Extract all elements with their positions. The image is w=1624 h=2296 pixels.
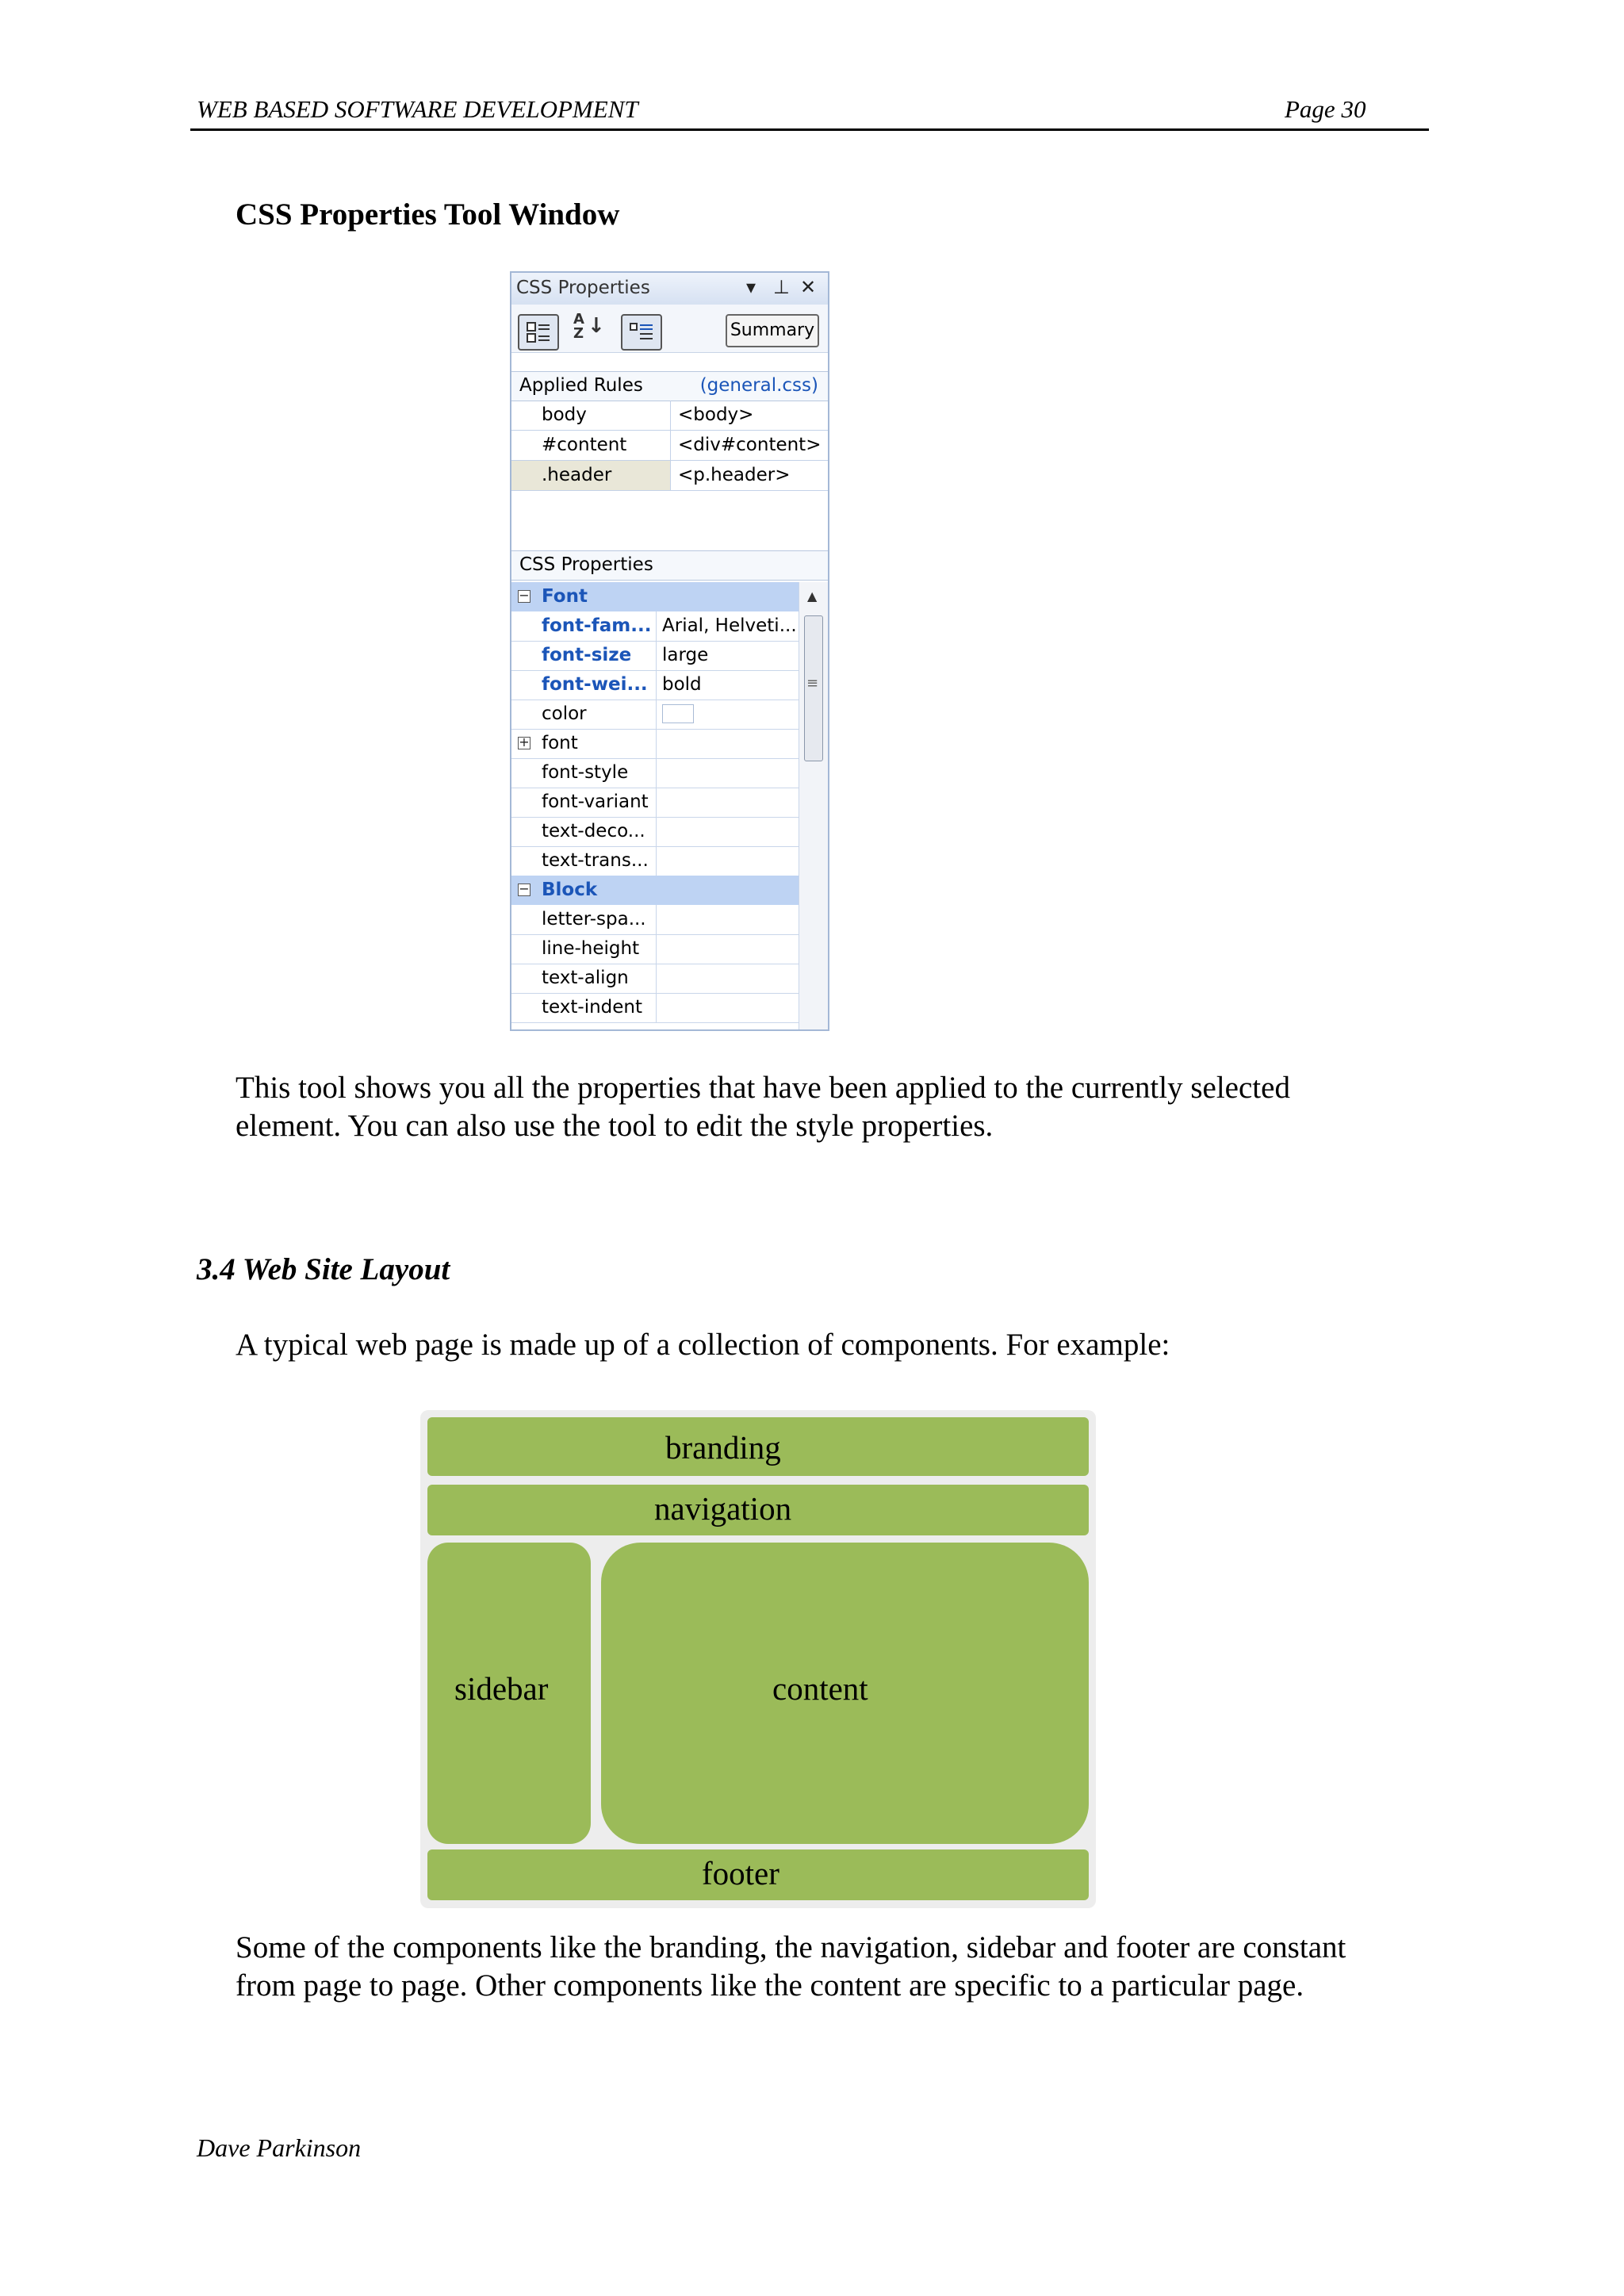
- property-row[interactable]: [511, 611, 799, 642]
- property-name: color: [542, 703, 587, 724]
- content-block: [601, 1543, 1089, 1844]
- color-swatch[interactable]: [662, 704, 694, 723]
- property-grid: [511, 582, 828, 1031]
- paragraph-components-explanation: Some of the components like the branding, the navigation, sidebar and footer are constant from page to page. Other components like the content are specific to a particular page.: [236, 1930, 1346, 2003]
- scroll-up-icon[interactable]: ▲: [807, 588, 818, 604]
- grip-icon: ≡: [806, 675, 819, 692]
- categorized-view-icon: [526, 320, 551, 344]
- applied-rules-label: Applied Rules: [519, 375, 643, 396]
- css-properties-label: CSS Properties: [519, 554, 653, 575]
- content-label: content: [772, 1670, 868, 1707]
- page-number: Page 30: [1285, 95, 1366, 123]
- sort-arrow-icon: ↓: [588, 314, 605, 338]
- category-label: Block: [542, 880, 598, 900]
- pin-icon[interactable]: ⊥: [773, 276, 790, 298]
- stylesheet-link[interactable]: (general.css): [699, 375, 818, 396]
- branding-block: [427, 1417, 1089, 1476]
- footer-label: footer: [702, 1855, 779, 1892]
- property-row[interactable]: [511, 670, 799, 700]
- dropdown-icon[interactable]: ▾: [746, 276, 756, 298]
- property-name: text-indent: [542, 997, 643, 1018]
- property-name: font-size: [542, 645, 632, 665]
- running-header-title: WEB BASED SOFTWARE DEVELOPMENT: [197, 95, 638, 123]
- applied-rule-row-selected[interactable]: [511, 461, 828, 491]
- paragraph-tool-description: This tool shows you all the properties that have been applied to the currently selected element. You can also use the tool to edit the style properties.: [236, 1071, 1290, 1143]
- header-rule: [190, 128, 1429, 131]
- category-label: Font: [542, 586, 588, 607]
- rule-selector: #content: [542, 435, 627, 455]
- property-row[interactable]: [511, 729, 799, 759]
- tool-window-toolbar: [511, 305, 828, 353]
- sort-az-top: A: [573, 311, 584, 328]
- navigation-label: navigation: [654, 1490, 792, 1527]
- rule-element: <body>: [678, 404, 754, 425]
- property-row[interactable]: [511, 934, 799, 964]
- section-heading-css-tool: CSS Properties Tool Window: [236, 197, 620, 232]
- rule-selector: .header: [542, 465, 612, 485]
- sidebar-label: sidebar: [454, 1670, 549, 1707]
- applied-rule-row[interactable]: [511, 401, 828, 431]
- rule-selector: body: [542, 404, 587, 425]
- alphabetical-sort-button[interactable]: [573, 312, 584, 341]
- applied-rules-header: [511, 371, 828, 401]
- css-properties-header: [511, 550, 828, 581]
- category-font[interactable]: [511, 582, 799, 611]
- property-row[interactable]: [511, 993, 799, 1023]
- property-row[interactable]: [511, 758, 799, 788]
- categorized-view-button[interactable]: [518, 314, 559, 351]
- rule-element: <div#content>: [678, 435, 822, 455]
- sort-az-bottom: Z: [573, 325, 584, 342]
- branding-label: branding: [665, 1429, 781, 1466]
- show-set-properties-button[interactable]: [621, 314, 662, 351]
- collapse-icon[interactable]: −: [519, 881, 530, 896]
- sidebar-block: [427, 1543, 591, 1844]
- section-heading-layout: 3.4 Web Site Layout: [197, 1252, 450, 1286]
- tool-window-title: CSS Properties: [516, 278, 650, 298]
- show-set-properties-icon: [629, 320, 654, 344]
- property-scrollbar[interactable]: [799, 582, 829, 1031]
- property-name: line-height: [542, 938, 640, 959]
- rule-element: <p.header>: [678, 465, 791, 485]
- property-name: text-trans...: [542, 850, 649, 871]
- property-name: letter-spa...: [542, 909, 646, 930]
- paragraph-components-intro: A typical web page is made up of a collection of components. For example:: [236, 1328, 1170, 1362]
- property-name: text-align: [542, 968, 629, 988]
- summary-button[interactable]: Summary: [726, 314, 819, 347]
- property-value[interactable]: bold: [662, 674, 702, 695]
- applied-rule-row[interactable]: [511, 431, 828, 461]
- property-name: text-deco...: [542, 821, 645, 841]
- property-name: font-variant: [542, 792, 649, 812]
- layout-diagram: [420, 1410, 1096, 1908]
- expand-icon[interactable]: +: [519, 734, 530, 749]
- footer-block: [427, 1849, 1089, 1900]
- category-block[interactable]: [511, 876, 799, 905]
- page-footer-author: Dave Parkinson: [197, 2133, 362, 2162]
- property-row[interactable]: [511, 846, 799, 876]
- tool-window-titlebar: [511, 273, 828, 305]
- property-row[interactable]: [511, 817, 799, 847]
- property-row[interactable]: [511, 964, 799, 994]
- css-properties-tool-window: [510, 271, 829, 1031]
- property-name: font-style: [542, 762, 629, 783]
- navigation-block: [427, 1485, 1089, 1535]
- scroll-thumb[interactable]: [804, 615, 823, 761]
- property-row[interactable]: [511, 905, 799, 935]
- property-name: font-fam...: [542, 615, 652, 636]
- collapse-icon[interactable]: −: [519, 588, 530, 603]
- close-icon[interactable]: ✕: [800, 276, 817, 298]
- property-row[interactable]: [511, 700, 799, 730]
- property-row[interactable]: [511, 641, 799, 671]
- property-name: font: [542, 733, 578, 753]
- property-value[interactable]: large: [662, 645, 709, 665]
- property-value[interactable]: Arial, Helveti...: [662, 615, 797, 636]
- property-name: font-wei...: [542, 674, 648, 695]
- property-row[interactable]: [511, 788, 799, 818]
